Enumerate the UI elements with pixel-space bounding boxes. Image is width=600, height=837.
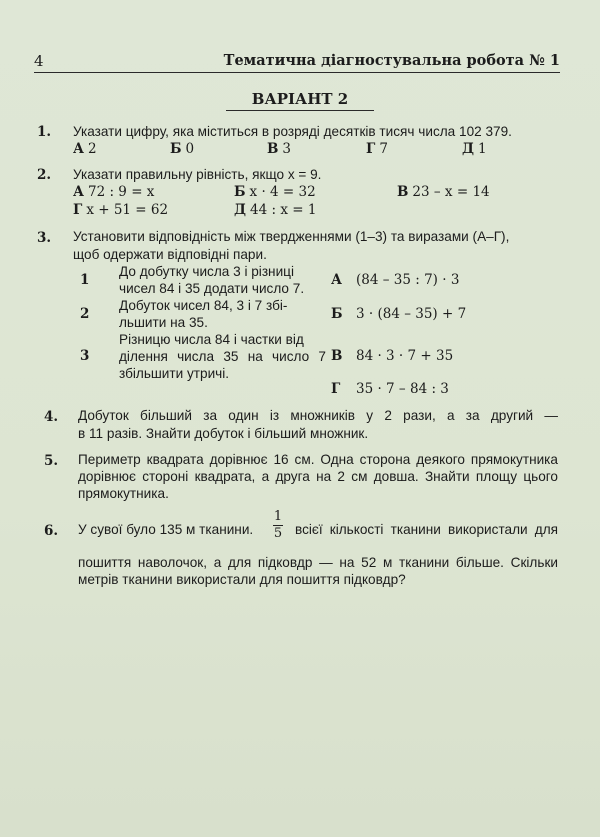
question-text-line: дорівнює стороні квадрата, а друга на 2 см довша. Знайти площу цього: [78, 469, 558, 484]
option-v: В 23 – x = 14: [397, 184, 490, 200]
expression-value: 84 · 3 · 7 + 35: [356, 348, 454, 364]
option-b: Б x · 4 = 32: [234, 184, 316, 200]
question-text-line: в 11 разів. Знайти добуток і більший множник.: [78, 426, 369, 441]
question-number: 3.: [37, 230, 52, 246]
question-text-line: Установити відповідність між твердженнями (1–3) та виразами (А–Г),: [73, 229, 510, 244]
question-number: 4.: [44, 409, 59, 425]
option-a: А 2: [73, 141, 97, 157]
fraction-one-fifth: 1 5: [273, 509, 283, 541]
page-header: [34, 50, 560, 73]
option-d: Д 44 : x = 1: [234, 202, 317, 218]
statement-3-line: Різницю числа 84 і частки від: [119, 332, 304, 347]
statement-2-line: льшити на 35.: [119, 315, 208, 330]
question-text-line: пошиття наволочок, а для підковдр — на 52 м тканини більше. Скільки: [78, 555, 558, 570]
question-text-line: метрів тканини використали для пошиття підковдр?: [78, 572, 406, 587]
question-text: Указати правильну рівність, якщо x = 9.: [73, 167, 322, 182]
question-number: 5.: [44, 453, 59, 469]
statement-number: 2: [80, 306, 90, 322]
header-title: Тематична діагностувальна робота № 1: [223, 52, 560, 69]
question-number: 1.: [37, 124, 52, 140]
statement-number: 3: [80, 348, 90, 364]
statement-1-line: чисел 84 і 35 додати число 7.: [119, 281, 305, 296]
option-g: Г x + 51 = 62: [73, 202, 169, 218]
question-text: Указати цифру, яка міститься в розряді десятків тисяч числа 102 379.: [73, 124, 512, 139]
question-text-line: Добуток більший за один із множників у 2 рази, а за другий —: [78, 408, 558, 423]
expression-letter: Б: [331, 306, 343, 322]
expression-value: (84 – 35 : 7) · 3: [356, 272, 460, 288]
option-a: А 72 : 9 = x: [73, 184, 155, 200]
question-number: 6.: [44, 523, 59, 539]
statement-3-line: ділення числа 35 на число 7: [119, 349, 326, 364]
statement-2-line: Добуток чисел 84, 3 і 7 збі-: [119, 298, 288, 313]
expression-value: 3 · (84 – 35) + 7: [356, 306, 467, 322]
page-number: 4: [34, 52, 44, 70]
question-number: 2.: [37, 167, 52, 183]
option-d: Д 1: [462, 141, 487, 157]
expression-letter: Г: [331, 381, 341, 397]
question-text-part: У сувої було 135 м тканини.: [78, 522, 254, 537]
expression-letter: В: [331, 348, 343, 364]
statement-3-line: збільшити утричі.: [119, 366, 230, 381]
option-b: Б 0: [170, 141, 195, 157]
variant-title: ВАРІАНТ 2: [0, 90, 600, 108]
statement-1-line: До добутку числа 3 і різниці: [119, 264, 294, 279]
question-text-line: Периметр квадрата дорівнює 16 см. Одна сторона деякого прямокутника: [78, 452, 558, 467]
option-v: В 3: [267, 141, 292, 157]
option-g: Г 7: [366, 141, 388, 157]
statement-number: 1: [80, 272, 90, 288]
expression-value: 35 · 7 – 84 : 3: [356, 381, 449, 397]
question-text-line: прямокутника.: [78, 486, 169, 501]
expression-letter: А: [331, 272, 342, 288]
question-text-part: всієї кількості тканини використали для: [295, 522, 558, 537]
question-text-line: щоб одержати відповідні пари.: [73, 247, 267, 262]
